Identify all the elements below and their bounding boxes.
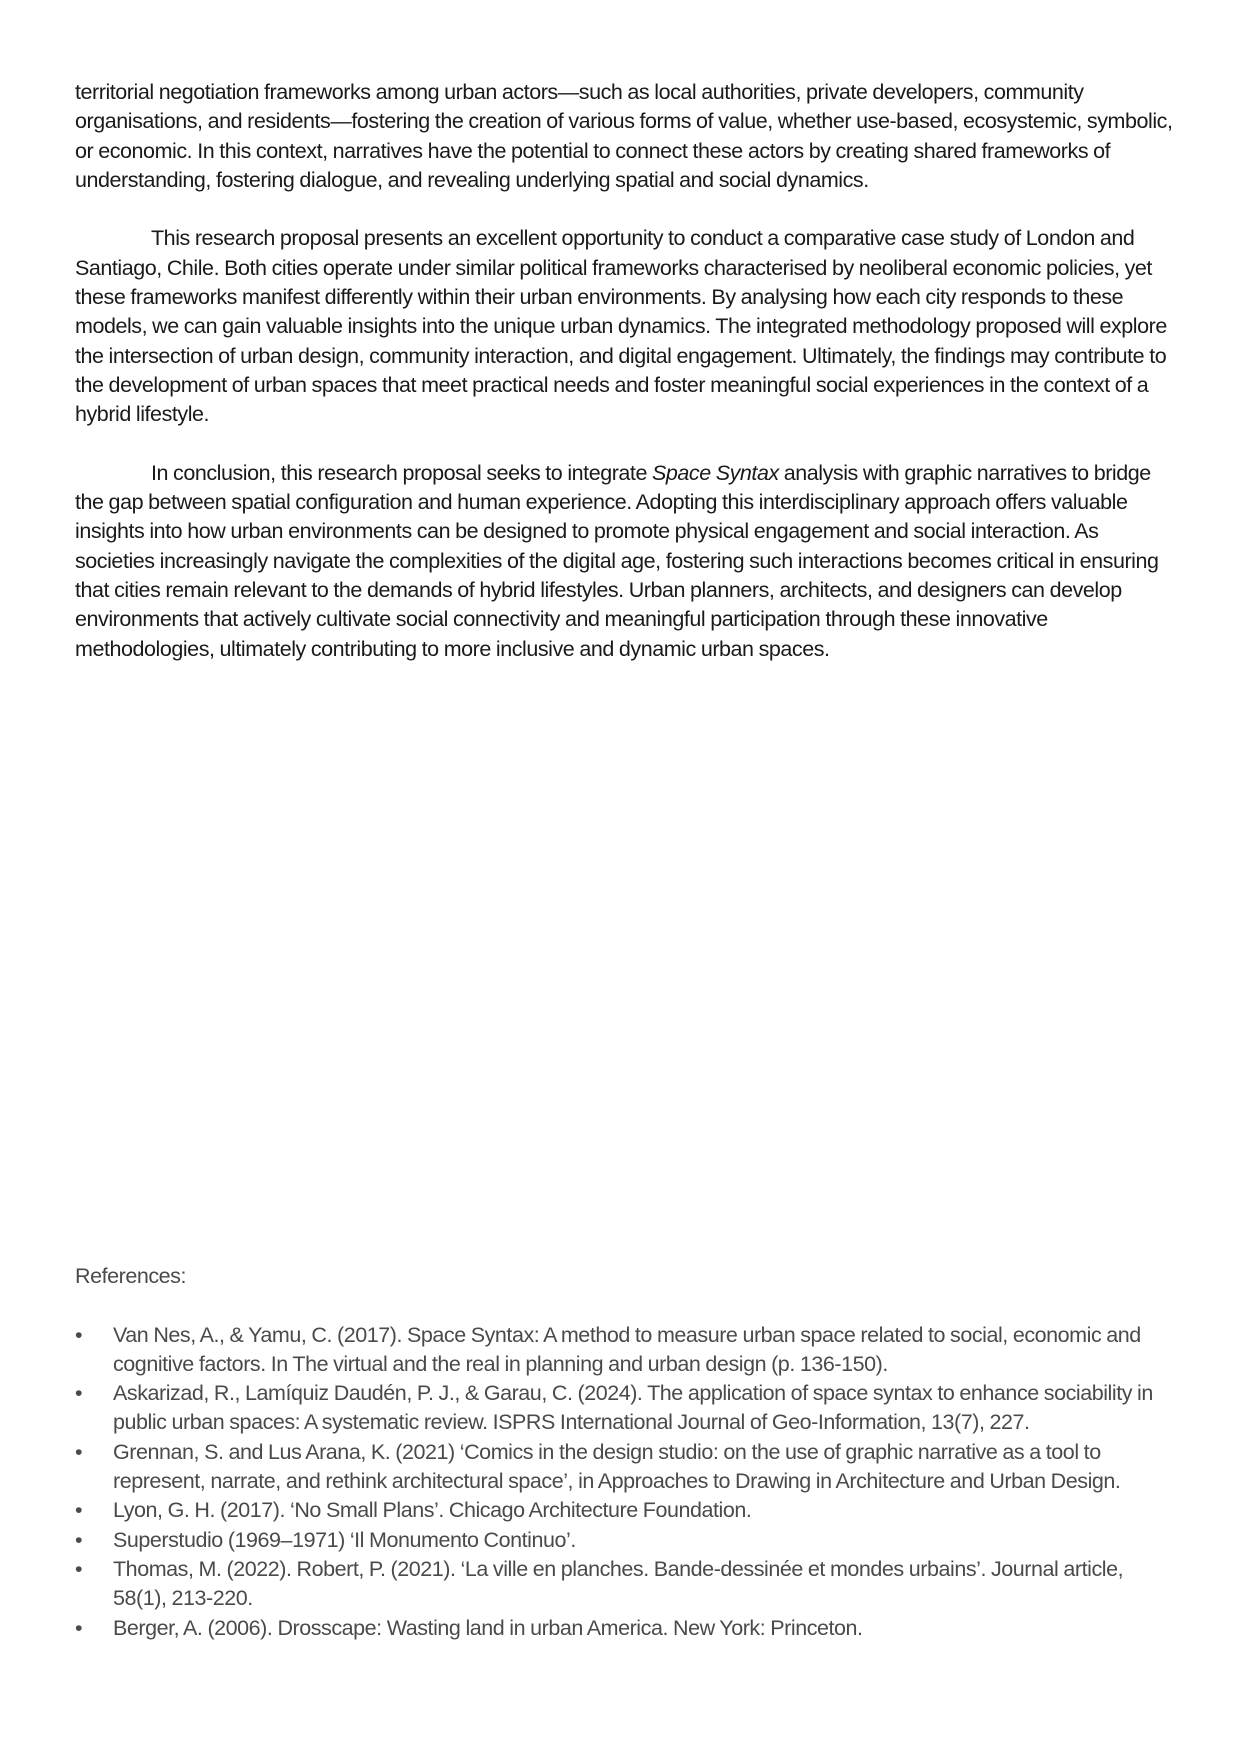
references-heading: References: — [75, 1264, 186, 1288]
reference-item — [75, 1614, 1175, 1643]
bullet: • — [75, 1556, 83, 1581]
paragraph-text: analysis with graphic narratives to bridge the gap between spatial configuration and human experience. Adopting this interdisciplinary approach offers valuable insights into how urban environments can be designed to promote physical engagement and social interaction. As societies increasingly navigate the complexities of the digital age, fostering such interactions becomes critical in ensuring that cities remain relevant to the demands of hybrid lifestyles. Urban planners, architects, and designers can develop environments that actively cultivate social connectivity and meaningful participation through these innovative methodologies, ultimately contributing to more inclusive and dynamic urban spaces. — [75, 460, 1159, 661]
references-section — [75, 1262, 1175, 1643]
reference-item — [75, 1321, 1175, 1380]
paragraph-text: In conclusion, this research proposal seeks to integrate — [151, 460, 652, 485]
paragraph-text: This research proposal presents an excellent opportunity to conduct a comparative case study of London and Santiago, Chile. Both cities operate under similar political frameworks characterised by neoliberal economic policies, yet these frameworks manifest differently within their urban environments. By analysing how each city responds to these models, we can gain valuable insights into the unique urban dynamics. The integrated methodology proposed will explore the intersection of urban design, community interaction, and digital engagement. Ultimately, the findings may contribute to the development of urban spaces that meet practical needs and foster meaningful social experiences in the context of a hybrid lifestyle. — [75, 226, 1167, 427]
bullet: • — [75, 1439, 83, 1464]
emphasis-space-syntax: Space Syntax — [651, 460, 779, 485]
body-text — [75, 78, 1175, 693]
reference-text: Grennan, S. and Lus Arana, K. (2021) ‘Comics in the design studio: on the use of graphic narrative as a tool to represent, narrate, and rethink architectural space’, in Approaches to Drawing in Architecture and Urban Design. — [113, 1439, 1121, 1494]
bullet: • — [75, 1322, 83, 1347]
reference-text: Superstudio (1969–1971) ‘Il Monumento Continuo’. — [113, 1527, 576, 1552]
reference-item — [75, 1526, 1175, 1555]
bullet: • — [75, 1615, 83, 1640]
reference-item — [75, 1379, 1175, 1438]
bullet: • — [75, 1498, 83, 1523]
references-list — [75, 1321, 1175, 1643]
paragraph-negotiation-frameworks — [75, 78, 1175, 195]
bullet: • — [75, 1527, 83, 1552]
reference-text: Askarizad, R., Lamíquiz Daudén, P. J., & Garau, C. (2024). The application of space syntax to enhance sociability in public urban spaces: A systematic review. ISPRS International Journal of Geo-Information, 13(7), 227. — [113, 1381, 1153, 1435]
reference-text: Lyon, G. H. (2017). ‘No Small Plans’. Chicago Architecture Foundation. — [113, 1498, 752, 1523]
reference-text: Thomas, M. (2022). Robert, P. (2021). ‘La ville en planches. Bande-dessinée et mondes urbains’. Journal article, 58(1), 213-220. — [113, 1556, 1124, 1611]
bullet: • — [75, 1381, 83, 1406]
reference-item — [75, 1496, 1175, 1525]
reference-item — [75, 1438, 1175, 1497]
paragraph-text: territorial negotiation frameworks among urban actors—such as local authorities, private developers, community organisations, and residents—fostering the creation of various forms of value, whether use-based, ecosystemic, symbolic, or economic. In this context, narratives have the potential to connect these actors by creating shared frameworks of understanding, fostering dialogue, and revealing underlying spatial and social dynamics. — [75, 80, 1173, 192]
paragraph-conclusion — [75, 459, 1175, 664]
paragraph-comparative-case-study — [75, 224, 1175, 429]
reference-item — [75, 1555, 1175, 1614]
reference-text: Van Nes, A., & Yamu, C. (2017). Space Syntax: A method to measure urban space related to social, economic and cognitive factors. In The virtual and the real in planning and urban design (p. 136-150). — [113, 1322, 1141, 1376]
reference-text: Berger, A. (2006). Drosscape: Wasting land in urban America. New York: Princeton. — [113, 1615, 863, 1640]
